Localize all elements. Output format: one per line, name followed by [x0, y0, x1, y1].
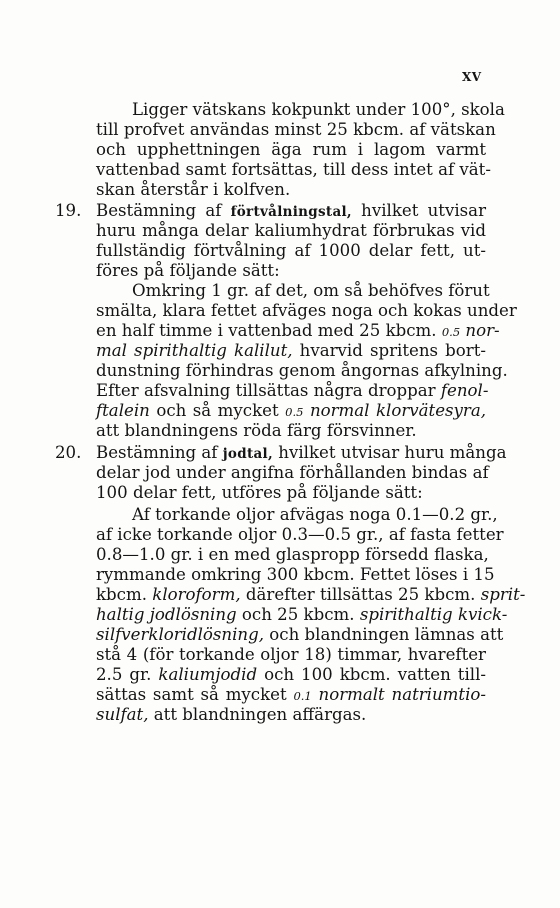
text-line: 100 delar fett, utföres på följande sätt:	[96, 483, 423, 502]
italic-run: 0.5	[441, 325, 461, 339]
text-line: af icke torkande oljor 0.3—0.5 gr., af fasta fetter	[96, 525, 504, 544]
text-line: huru många delar kaliumhydrat förbrukas vid	[96, 221, 486, 240]
text-line: delar jod under angifna förhållanden bindas af	[96, 463, 489, 482]
text-line	[96, 685, 486, 706]
italic-run: kloroform,	[152, 585, 241, 604]
page-number: XV	[462, 70, 482, 84]
text-line	[96, 443, 507, 464]
text-line	[96, 705, 486, 725]
text-line	[96, 321, 500, 342]
text-run: Efter afsvalning tillsättas några droppar	[96, 381, 436, 400]
italic-run: sulfat,	[96, 705, 149, 724]
text-line: 0.8—1.0 gr. i en med glaspropp försedd flaska,	[96, 545, 489, 564]
text-line	[96, 665, 486, 685]
text-line	[96, 585, 526, 605]
text-line: skan återstår i kolfven.	[96, 180, 291, 199]
italic-run: normal klorvätesyra,	[309, 401, 487, 420]
text-line	[96, 341, 486, 361]
text-line	[96, 201, 486, 222]
italic-run: nor-	[465, 321, 500, 340]
term-bold: jodtal,	[222, 446, 273, 462]
text-line: Ligger vätskans kokpunkt under 100°, skola	[132, 100, 505, 119]
text-run: hvilket utvisar huru många	[278, 443, 507, 462]
section-number: 19.	[55, 201, 82, 220]
text-run: hvilket utvisar	[361, 201, 486, 220]
text-line	[96, 625, 504, 645]
text-line: till profvet användas minst 25 kbcm. af vätskan	[96, 120, 496, 139]
text-run: Bestämning af	[96, 201, 222, 220]
text-run: och 25 kbcm.	[241, 605, 355, 624]
text-run: och 100 kbcm. vatten till-	[264, 665, 487, 684]
text-line: att blandningens röda färg försvinner.	[96, 421, 417, 440]
text-line: och upphettningen äga rum i lagom varmt	[96, 140, 486, 159]
text-run: Bestämning af	[96, 443, 218, 462]
text-line: stå 4 (för torkande oljor 18) timmar, hvarefter	[96, 645, 486, 664]
text-run: kbcm.	[96, 585, 147, 604]
text-line: föres på följande sätt:	[96, 261, 280, 280]
text-run: att blandningen affärgas.	[153, 705, 367, 724]
text-line: smälta, klara fettet afväges noga och kokas under	[96, 301, 517, 320]
section-number: 20.	[55, 443, 82, 462]
text-line: vattenbad samt fortsättas, till dess intet af vät-	[96, 160, 491, 179]
text-line: Omkring 1 gr. af det, om så behöfves förut	[132, 281, 490, 300]
text-run: hvarvid spritens bort-	[299, 341, 486, 360]
italic-run: sprit-	[480, 585, 526, 604]
text-run: och så mycket	[156, 401, 279, 420]
text-run: därefter tillsättas 25 kbcm.	[245, 585, 476, 604]
italic-run: haltig jodlösning	[96, 605, 237, 624]
italic-run: ftalein	[96, 401, 150, 420]
text-line	[96, 605, 508, 625]
italic-run: fenol-	[440, 381, 489, 400]
text-run: 2.5 gr.	[96, 665, 152, 684]
italic-run: normalt natriumtio-	[318, 685, 486, 704]
text-line: Af torkande oljor afvägas noga 0.1—0.2 gr.,	[132, 505, 498, 524]
text-line	[96, 401, 486, 422]
italic-run: mal spirithaltig kalilut,	[96, 341, 293, 360]
text-line: dunstning förhindras genom ångornas afkylning.	[96, 361, 508, 380]
term-bold: förtvålningstal,	[230, 204, 352, 220]
italic-run: silfverkloridlösning,	[96, 625, 265, 644]
italic-run: 0.5	[285, 405, 304, 419]
text-run: en half timme i vattenbad med 25 kbcm.	[96, 321, 437, 340]
italic-run: spirithaltig kvick-	[359, 605, 508, 624]
text-line	[96, 381, 489, 401]
text-run: sättas samt så mycket	[96, 685, 287, 704]
italic-run: 0.1	[293, 689, 312, 703]
italic-run: kaliumjodid	[158, 665, 258, 684]
text-line: fullständig förtvålning af 1000 delar fett, ut-	[96, 241, 486, 260]
text-run: och blandningen lämnas att	[269, 625, 504, 644]
text-line: rymmande omkring 300 kbcm. Fettet löses i 15	[96, 565, 495, 584]
